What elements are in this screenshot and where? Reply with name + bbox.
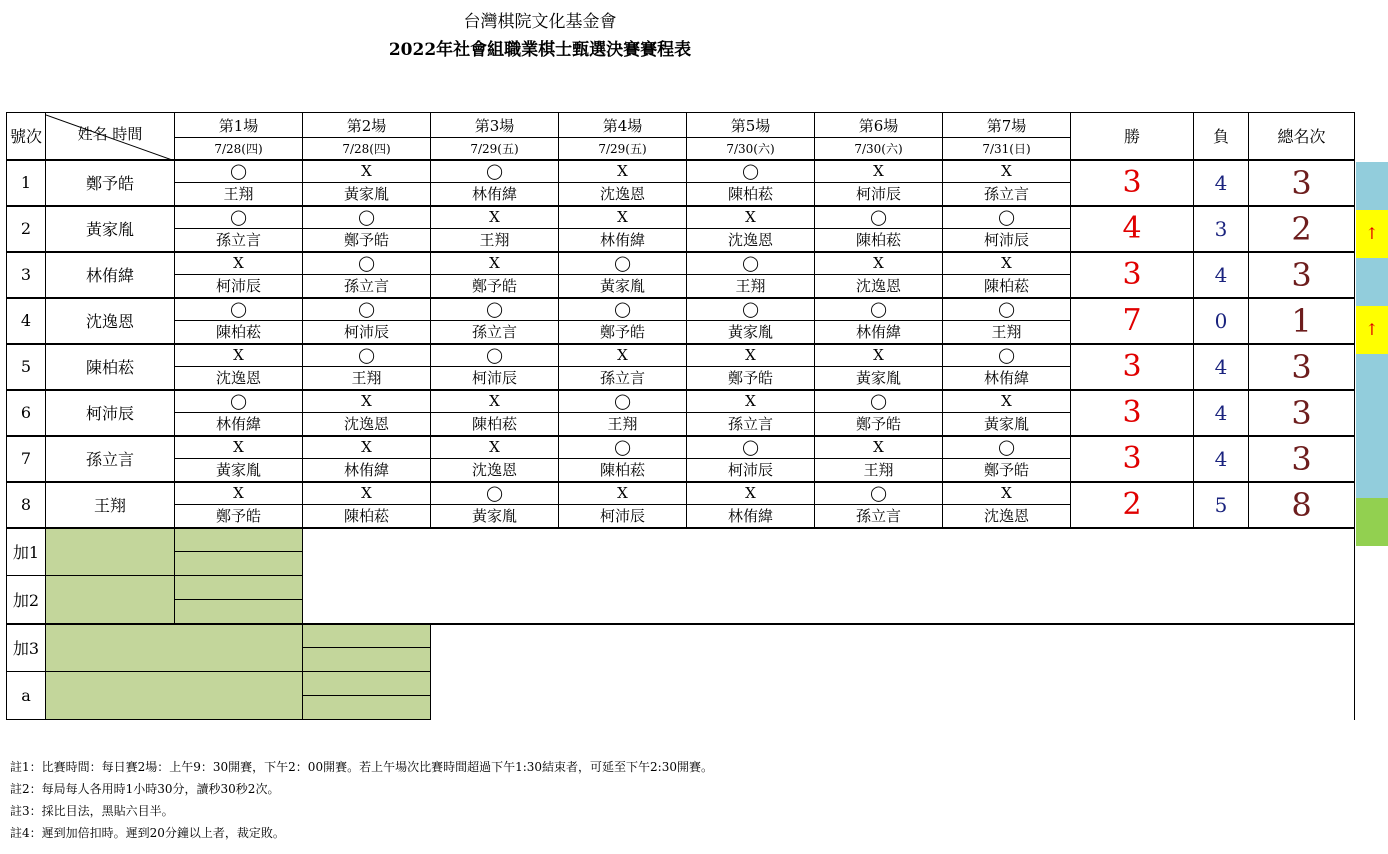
game-result: ◯	[815, 482, 943, 505]
game-result: ◯	[815, 298, 943, 321]
game-opponent: 陳柏菘	[175, 321, 303, 344]
round-date: 7/30(六)	[815, 138, 943, 160]
losses-count: 4	[1194, 390, 1249, 436]
game-result: ◯	[431, 160, 559, 183]
game-opponent: 沈逸恩	[687, 229, 815, 252]
round-label: 第1場	[175, 113, 303, 138]
game-opponent: 柯沛辰	[943, 229, 1071, 252]
overall-rank: 3	[1249, 344, 1355, 390]
game-opponent: 陳柏菘	[687, 183, 815, 206]
player-number: 6	[7, 390, 46, 436]
extra-row	[7, 576, 1355, 600]
game-result: ◯	[303, 344, 431, 367]
extra-name-cell	[46, 576, 175, 624]
note-4: 註4：遲到加倍扣時。遲到20分鐘以上者，裁定敗。	[10, 826, 285, 840]
game-result: ◯	[687, 252, 815, 275]
game-opponent: 黃家胤	[815, 367, 943, 390]
game-opponent: 王翔	[559, 413, 687, 436]
round-date: 7/31(日)	[943, 138, 1071, 160]
header-rank: 總名次	[1249, 113, 1355, 160]
extra-row	[7, 528, 1355, 552]
player-number: 2	[7, 206, 46, 252]
header-losses: 負	[1194, 113, 1249, 160]
game-opponent: 孫立言	[559, 367, 687, 390]
player-name: 陳柏菘	[46, 344, 175, 390]
wins-count: 7	[1071, 298, 1194, 344]
wins-count: 4	[1071, 206, 1194, 252]
extra-row-label: 加3	[7, 624, 46, 672]
overall-rank: 2	[1249, 206, 1355, 252]
game-opponent: 柯沛辰	[303, 321, 431, 344]
round-date: 7/29(五)	[559, 138, 687, 160]
game-result: ◯	[175, 390, 303, 413]
game-opponent: 王翔	[687, 275, 815, 298]
game-result: ◯	[559, 298, 687, 321]
game-opponent: 沈逸恩	[431, 459, 559, 482]
blank-area	[431, 624, 1355, 672]
game-opponent: 柯沛辰	[175, 275, 303, 298]
player-name: 沈逸恩	[46, 298, 175, 344]
extra-game-cell	[175, 528, 303, 552]
game-result: ◯	[431, 482, 559, 505]
game-result: ◯	[815, 390, 943, 413]
losses-count: 4	[1194, 160, 1249, 206]
extra-name-cell	[46, 528, 175, 576]
game-opponent: 林侑緯	[815, 321, 943, 344]
round-date: 7/28(四)	[175, 138, 303, 160]
extra-name-cell	[46, 624, 303, 672]
game-opponent: 鄭予皓	[687, 367, 815, 390]
note-1: 註1：比賽時間：每日賽2場：上午9：30開賽，下午2：00開賽。若上午場次比賽時間超過下午1:30結束者，可延至下午2:30開賽。	[10, 760, 713, 774]
game-result: ◯	[303, 206, 431, 229]
blank-area	[303, 528, 1355, 576]
game-opponent: 林侑緯	[431, 183, 559, 206]
player-row	[7, 436, 1355, 459]
game-result: X	[303, 390, 431, 413]
overall-rank: 3	[1249, 160, 1355, 206]
player-row	[7, 252, 1355, 275]
losses-count: 5	[1194, 482, 1249, 528]
game-result: ◯	[943, 344, 1071, 367]
game-opponent: 鄭予皓	[175, 505, 303, 528]
round-label: 第5場	[687, 113, 815, 138]
game-result: X	[815, 436, 943, 459]
game-opponent: 沈逸恩	[303, 413, 431, 436]
player-row	[7, 390, 1355, 413]
round-label: 第2場	[303, 113, 431, 138]
game-result: ◯	[559, 436, 687, 459]
losses-count: 4	[1194, 344, 1249, 390]
header-no: 號次	[7, 113, 46, 160]
game-result: ◯	[303, 298, 431, 321]
game-opponent: 柯沛辰	[431, 367, 559, 390]
game-opponent: 孫立言	[303, 275, 431, 298]
player-name: 王翔	[46, 482, 175, 528]
game-opponent: 孫立言	[943, 183, 1071, 206]
player-row	[7, 344, 1355, 367]
player-number: 7	[7, 436, 46, 482]
game-result: X	[943, 390, 1071, 413]
game-opponent: 陳柏菘	[943, 275, 1071, 298]
game-opponent: 孫立言	[815, 505, 943, 528]
game-result: X	[175, 252, 303, 275]
game-result: ◯	[815, 206, 943, 229]
rank-change-marker	[1356, 210, 1388, 258]
game-result: ◯	[943, 206, 1071, 229]
game-result: X	[559, 206, 687, 229]
extra-game-cell	[175, 576, 303, 600]
player-number: 8	[7, 482, 46, 528]
player-number: 5	[7, 344, 46, 390]
extra-row-label: a	[7, 672, 46, 720]
rank-change-marker	[1356, 498, 1388, 546]
player-name: 林侑緯	[46, 252, 175, 298]
game-opponent: 陳柏菘	[303, 505, 431, 528]
game-opponent: 林侑緯	[175, 413, 303, 436]
player-number: 4	[7, 298, 46, 344]
game-opponent: 孫立言	[687, 413, 815, 436]
blank-area	[303, 576, 1355, 624]
wins-count: 3	[1071, 252, 1194, 298]
game-opponent: 沈逸恩	[943, 505, 1071, 528]
game-result: ◯	[431, 344, 559, 367]
game-result: ◯	[303, 252, 431, 275]
game-opponent: 鄭予皓	[431, 275, 559, 298]
game-opponent: 黃家胤	[175, 459, 303, 482]
game-opponent: 林侑緯	[943, 367, 1071, 390]
header-name-time	[46, 113, 175, 160]
game-result: X	[815, 160, 943, 183]
round-date: 7/29(五)	[431, 138, 559, 160]
wins-count: 3	[1071, 160, 1194, 206]
game-result: X	[175, 482, 303, 505]
player-number: 1	[7, 160, 46, 206]
round-date: 7/30(六)	[687, 138, 815, 160]
game-opponent: 黃家胤	[687, 321, 815, 344]
game-opponent: 王翔	[175, 183, 303, 206]
note-2: 註2：每局每人各用時1小時30分，讀秒30秒2次。	[10, 782, 280, 796]
rank-change-marker	[1356, 162, 1388, 210]
blank-area	[431, 672, 1355, 720]
losses-count: 3	[1194, 206, 1249, 252]
game-opponent: 柯沛辰	[687, 459, 815, 482]
game-opponent: 王翔	[943, 321, 1071, 344]
game-result: X	[687, 482, 815, 505]
game-opponent: 黃家胤	[943, 413, 1071, 436]
game-result: X	[431, 206, 559, 229]
player-name: 黃家胤	[46, 206, 175, 252]
extra-row-label: 加2	[7, 576, 46, 624]
game-opponent: 黃家胤	[431, 505, 559, 528]
rank-up-arrow-icon: ↑	[1365, 224, 1379, 243]
extra-row	[7, 672, 1355, 696]
round-label: 第7場	[943, 113, 1071, 138]
game-opponent: 陳柏菘	[559, 459, 687, 482]
extra-game-cell	[303, 624, 431, 648]
schedule-table	[6, 112, 1355, 720]
round-label: 第6場	[815, 113, 943, 138]
game-result: ◯	[687, 298, 815, 321]
game-opponent: 黃家胤	[303, 183, 431, 206]
round-label: 第4場	[559, 113, 687, 138]
player-number: 3	[7, 252, 46, 298]
extra-game-cell	[175, 600, 303, 624]
game-result: X	[559, 482, 687, 505]
player-row	[7, 298, 1355, 321]
game-opponent: 黃家胤	[559, 275, 687, 298]
game-opponent: 林侑緯	[687, 505, 815, 528]
wins-count: 3	[1071, 344, 1194, 390]
extra-game-cell	[303, 696, 431, 720]
header-name-time-label: 姓名 時間	[77, 125, 143, 144]
game-opponent: 孫立言	[175, 229, 303, 252]
losses-count: 0	[1194, 298, 1249, 344]
game-result: X	[303, 436, 431, 459]
game-opponent: 沈逸恩	[559, 183, 687, 206]
rank-change-marker	[1356, 258, 1388, 306]
wins-count: 2	[1071, 482, 1194, 528]
game-opponent: 孫立言	[431, 321, 559, 344]
game-result: X	[175, 436, 303, 459]
game-result: ◯	[431, 298, 559, 321]
notes	[10, 756, 713, 844]
game-result: X	[687, 390, 815, 413]
game-opponent: 柯沛辰	[559, 505, 687, 528]
game-opponent: 鄭予皓	[303, 229, 431, 252]
overall-rank: 8	[1249, 482, 1355, 528]
header-wins: 勝	[1071, 113, 1194, 160]
game-result: X	[687, 206, 815, 229]
player-name: 孫立言	[46, 436, 175, 482]
note-3: 註3：採比目法，黑貼六目半。	[10, 804, 174, 818]
player-row	[7, 206, 1355, 229]
round-date: 7/28(四)	[303, 138, 431, 160]
round-label: 第3場	[431, 113, 559, 138]
game-result: X	[431, 390, 559, 413]
game-result: ◯	[175, 160, 303, 183]
player-row	[7, 160, 1355, 183]
losses-count: 4	[1194, 436, 1249, 482]
schedule-title: 2022年社會組職業棋士甄選決賽賽程表	[388, 40, 692, 60]
game-opponent: 鄭予皓	[815, 413, 943, 436]
game-result: X	[943, 252, 1071, 275]
game-result: X	[175, 344, 303, 367]
game-result: ◯	[175, 298, 303, 321]
game-result: X	[303, 482, 431, 505]
game-result: X	[431, 252, 559, 275]
extra-game-cell	[303, 648, 431, 672]
game-opponent: 王翔	[815, 459, 943, 482]
game-result: ◯	[175, 206, 303, 229]
overall-rank: 3	[1249, 436, 1355, 482]
wins-count: 3	[1071, 390, 1194, 436]
game-result: X	[815, 344, 943, 367]
game-result: X	[815, 252, 943, 275]
game-opponent: 沈逸恩	[815, 275, 943, 298]
rank-change-marker	[1356, 306, 1388, 354]
game-result: ◯	[687, 160, 815, 183]
rank-change-marker	[1356, 354, 1388, 402]
overall-rank: 3	[1249, 252, 1355, 298]
game-result: ◯	[943, 298, 1071, 321]
player-row	[7, 482, 1355, 505]
game-result: X	[559, 160, 687, 183]
extra-game-cell	[175, 552, 303, 576]
game-opponent: 柯沛辰	[815, 183, 943, 206]
player-name: 柯沛辰	[46, 390, 175, 436]
game-opponent: 林侑緯	[303, 459, 431, 482]
rank-up-arrow-icon: ↑	[1365, 320, 1379, 339]
extra-name-cell	[46, 672, 303, 720]
game-opponent: 陳柏菘	[815, 229, 943, 252]
overall-rank: 1	[1249, 298, 1355, 344]
player-name: 鄭予皓	[46, 160, 175, 206]
game-result: X	[431, 436, 559, 459]
game-result: X	[943, 160, 1071, 183]
game-opponent: 林侑緯	[559, 229, 687, 252]
rank-change-marker	[1356, 402, 1388, 450]
extra-row-label: 加1	[7, 528, 46, 576]
game-result: ◯	[943, 436, 1071, 459]
extra-game-cell	[303, 672, 431, 696]
game-opponent: 陳柏菘	[431, 413, 559, 436]
game-opponent: 鄭予皓	[943, 459, 1071, 482]
game-result: ◯	[559, 252, 687, 275]
game-opponent: 鄭予皓	[559, 321, 687, 344]
organization-title: 台灣棋院文化基金會	[463, 12, 617, 32]
wins-count: 3	[1071, 436, 1194, 482]
extra-row	[7, 624, 1355, 648]
game-result: ◯	[559, 390, 687, 413]
game-opponent: 王翔	[431, 229, 559, 252]
overall-rank: 3	[1249, 390, 1355, 436]
game-result: X	[943, 482, 1071, 505]
rank-change-marker	[1356, 450, 1388, 498]
game-opponent: 沈逸恩	[175, 367, 303, 390]
game-result: ◯	[687, 436, 815, 459]
game-result: X	[559, 344, 687, 367]
losses-count: 4	[1194, 252, 1249, 298]
game-result: X	[687, 344, 815, 367]
game-opponent: 王翔	[303, 367, 431, 390]
game-result: X	[303, 160, 431, 183]
